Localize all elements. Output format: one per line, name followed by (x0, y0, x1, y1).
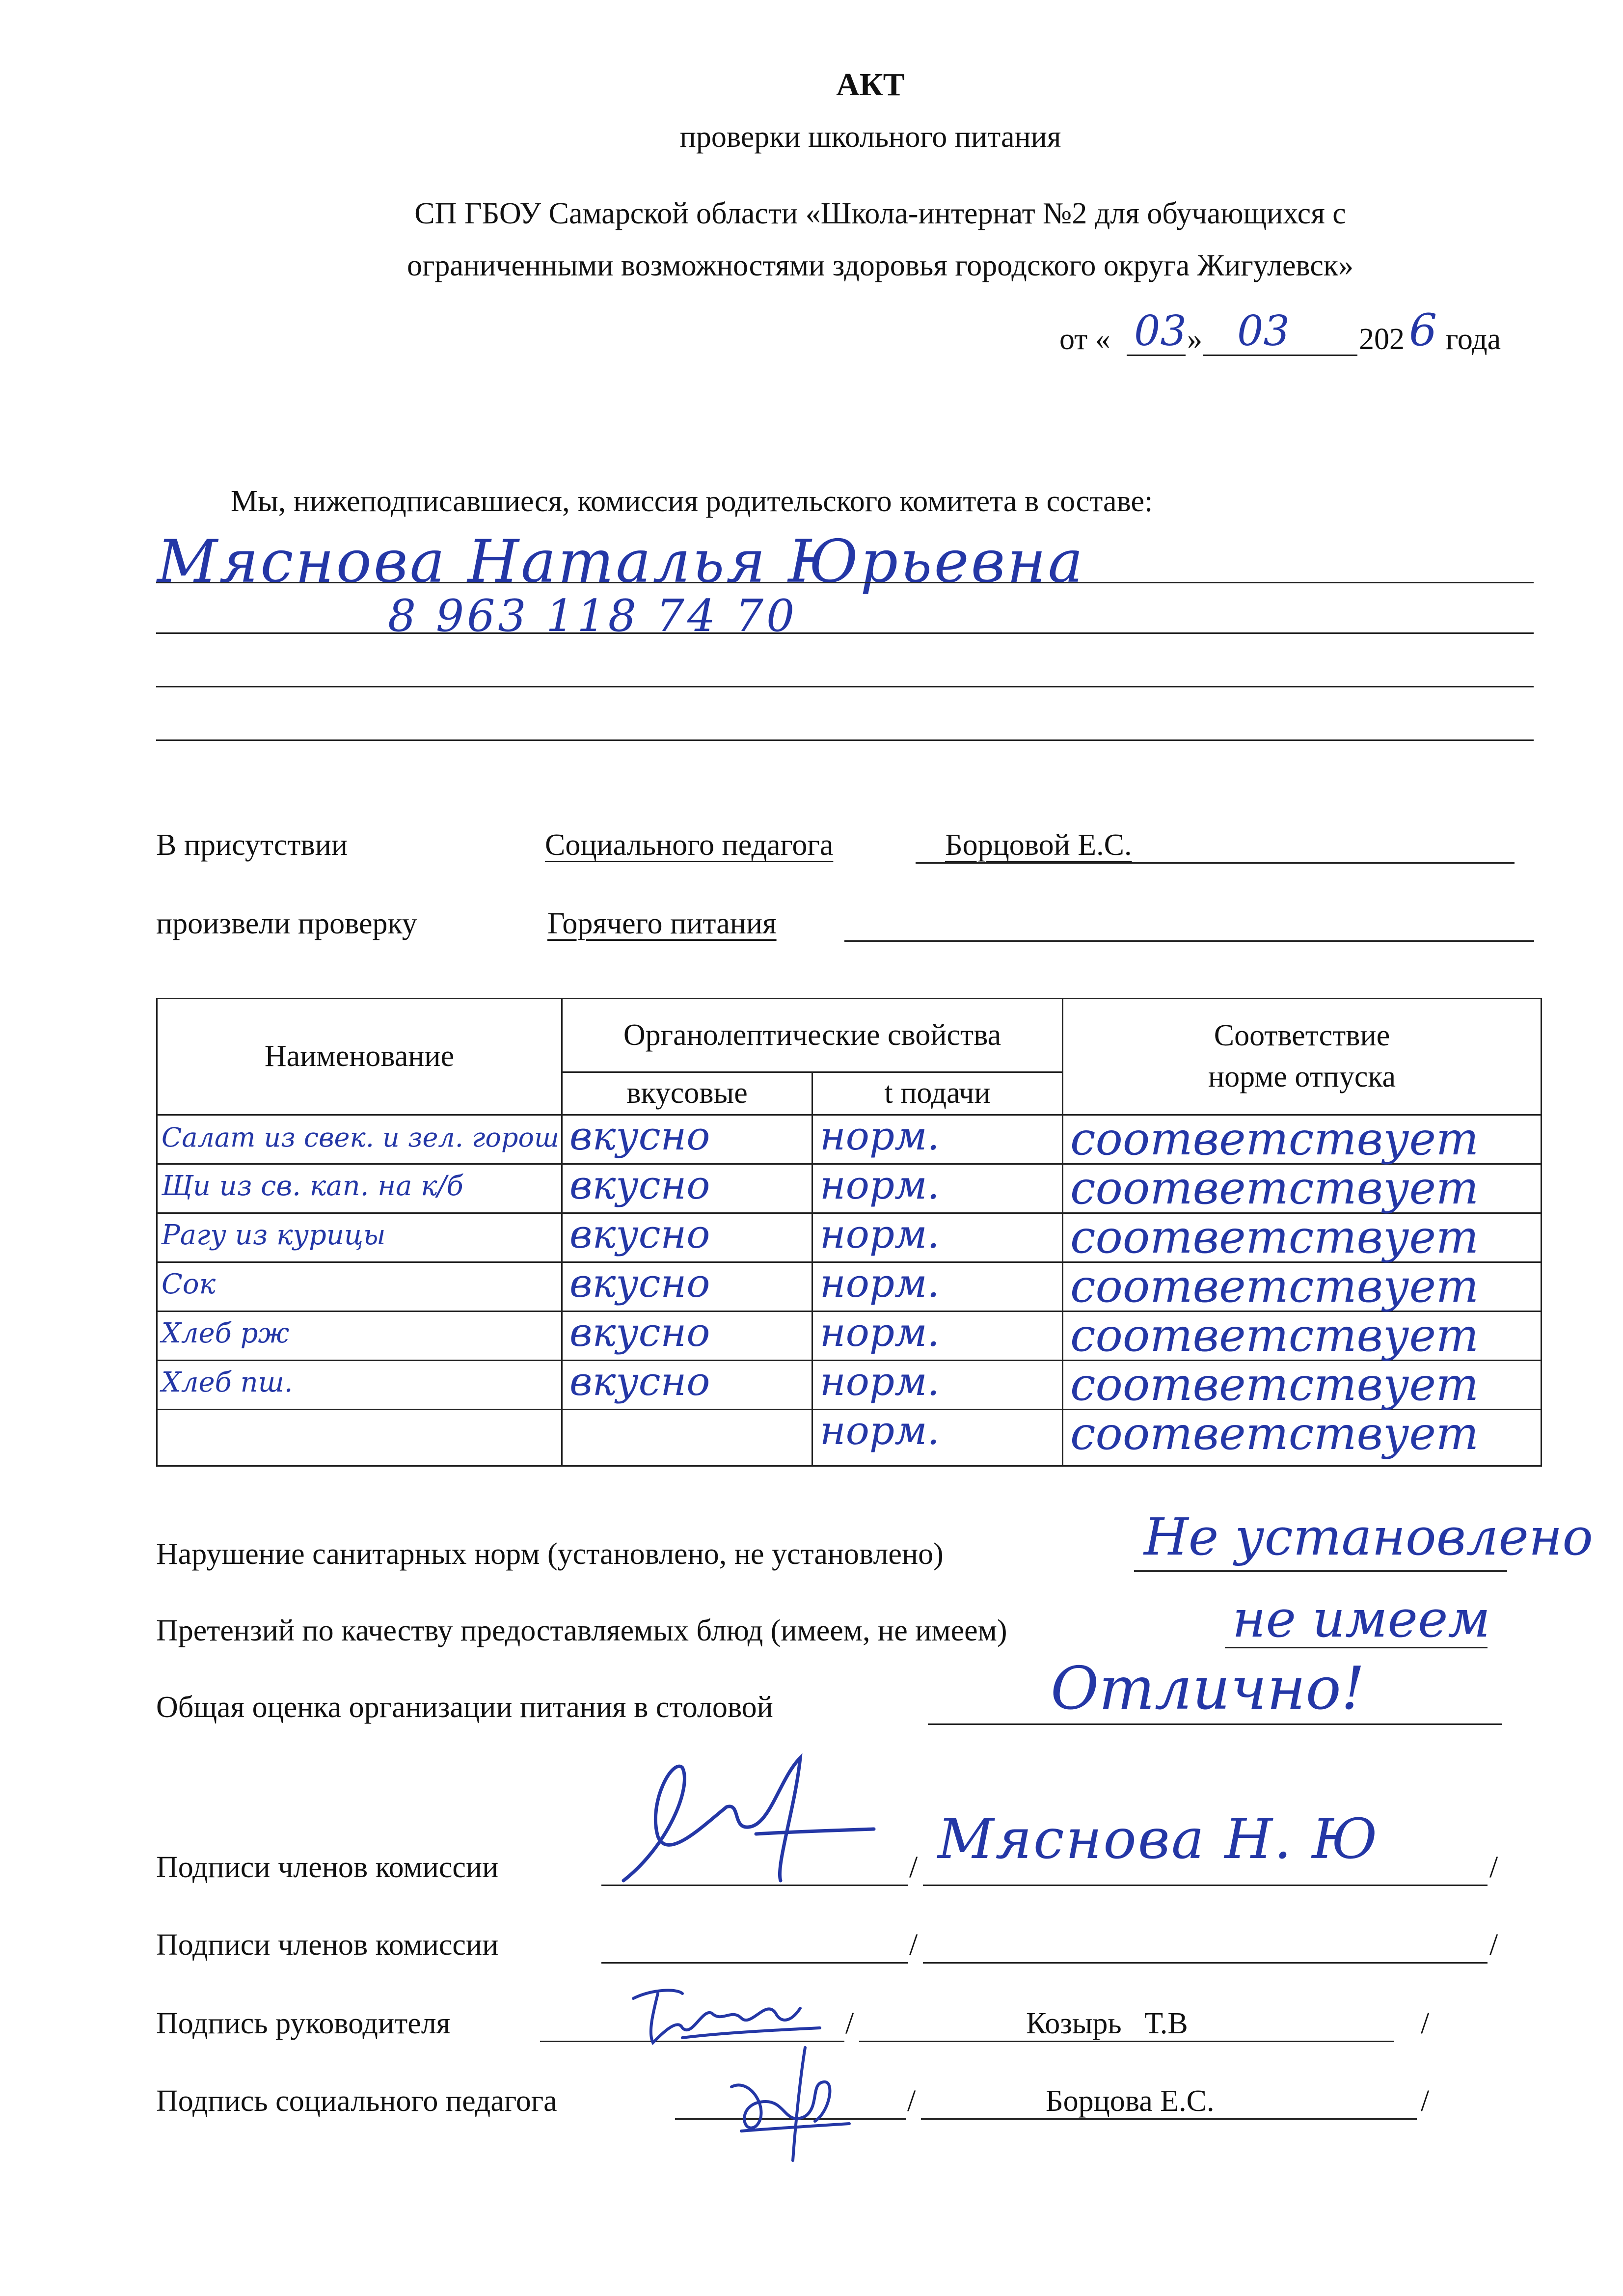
row-taste: вкусно (569, 1309, 710, 1355)
row-compliance: соответствует (1070, 1259, 1479, 1312)
row-taste-cell (562, 1360, 812, 1409)
date-year-prefix: 202 (1359, 323, 1405, 356)
rating-label: Общая оценка организации питания в столовой (156, 1691, 773, 1724)
row-compliance: соответствует (1070, 1210, 1479, 1263)
members-sign-line-1b (923, 1885, 1488, 1886)
header-name: Наименование (157, 999, 562, 1115)
members-slash-2b: / (1489, 1928, 1498, 1962)
row-name-cell (157, 1360, 562, 1409)
violation-label: Нарушение санитарных норм (установлено, не установлено) (156, 1537, 944, 1571)
header-taste: вкусовые (562, 1072, 812, 1115)
members-sign-label-2: Подписи членов комиссии (156, 1928, 499, 1962)
row-temp-cell (812, 1213, 1063, 1262)
date-year-digit: 6 (1409, 304, 1437, 356)
date-middle: » (1187, 323, 1202, 356)
director-slash-a: / (845, 2007, 854, 2040)
table-row (157, 1164, 1542, 1213)
org-line-1: СП ГБОУ Самарской области «Школа-интернат №2 для обучающихся с (414, 197, 1346, 230)
row-taste-cell (562, 1164, 812, 1213)
members-signature-1 (609, 1748, 884, 1895)
row-temp-cell (812, 1360, 1063, 1409)
rating-line (928, 1723, 1502, 1725)
presence-name: Борцовой Е.С. (945, 828, 1132, 862)
row-compliance-cell (1063, 1360, 1542, 1409)
row-taste: вкусно (569, 1211, 710, 1257)
row-compliance-cell (1063, 1409, 1542, 1466)
row-name: Хлеб пш. (162, 1366, 293, 1398)
row-temp-cell (812, 1409, 1063, 1466)
table-row (157, 1262, 1542, 1311)
commission-line-3 (156, 686, 1534, 687)
row-taste-cell (562, 1115, 812, 1164)
row-compliance-cell (1063, 1210, 1542, 1263)
commission-line-2 (156, 632, 1534, 634)
members-sign-label-1: Подписи членов комиссии (156, 1851, 499, 1884)
row-temp: норм. (820, 1260, 940, 1306)
row-compliance: соответствует (1070, 1309, 1479, 1362)
table-row (157, 1311, 1542, 1360)
row-temp: норм. (820, 1211, 940, 1257)
table-row (157, 1409, 1542, 1466)
date-month: 03 (1237, 307, 1290, 355)
commission-intro: Мы, нижеподписавшиеся, комиссия родительского комитета в составе: (231, 485, 1153, 518)
social-name-line (921, 2118, 1417, 2120)
header-compliance (1063, 999, 1542, 1115)
row-compliance: соответствует (1070, 1358, 1479, 1411)
header-temp: t подачи (812, 1072, 1063, 1115)
presence-role: Социального педагога (545, 828, 834, 862)
claims-label: Претензий по качеству предоставляемых блюд (имеем, не имеем) (156, 1614, 1007, 1647)
row-name: Хлеб рж (162, 1317, 290, 1349)
act-title: АКТ (836, 67, 905, 103)
commission-line-4 (156, 739, 1534, 741)
row-taste-cell (562, 1262, 812, 1311)
date-day: 03 (1134, 307, 1187, 355)
row-taste: вкусно (569, 1260, 710, 1306)
act-subtitle: проверки школьного питания (679, 120, 1061, 154)
check-label: произвели проверку (156, 907, 417, 940)
members-slash-1b: / (1489, 1851, 1498, 1884)
social-slash-a: / (907, 2084, 916, 2118)
members-sign-line-2a (601, 1962, 908, 1964)
row-compliance-cell (1063, 1311, 1542, 1360)
rating-value: Отлично! (1051, 1655, 1365, 1723)
claims-value: не имеем (1232, 1589, 1490, 1649)
members-sign-name-1: Мяснова Н. Ю (938, 1807, 1379, 1871)
social-name: Борцова Е.С. (1046, 2084, 1215, 2118)
row-taste: вкусно (569, 1113, 710, 1159)
row-name-cell (157, 1409, 562, 1466)
row-compliance: соответствует (1070, 1407, 1479, 1460)
row-temp: норм. (820, 1407, 940, 1453)
row-name: Салат из свек. и зел. горош (162, 1121, 560, 1153)
food-check-table (156, 998, 1542, 1467)
social-sign-label: Подпись социального педагога (156, 2084, 557, 2118)
row-taste: вкусно (569, 1358, 710, 1404)
row-temp: норм. (820, 1113, 940, 1159)
members-sign-line-2b (923, 1962, 1488, 1964)
header-compliance-line-1: Соответствие (1214, 1019, 1390, 1053)
row-taste-cell (562, 1311, 812, 1360)
row-compliance-cell (1063, 1161, 1542, 1214)
table-row (157, 1360, 1542, 1409)
row-taste-cell (562, 1409, 812, 1466)
row-compliance-cell (1063, 1112, 1542, 1165)
header-compliance-line-2: норме отпуска (1208, 1060, 1396, 1093)
row-temp: норм. (820, 1358, 940, 1404)
row-temp: норм. (820, 1162, 940, 1208)
date-suffix: года (1446, 323, 1501, 356)
row-name-cell (157, 1164, 562, 1213)
director-sign-label: Подпись руководителя (156, 2007, 451, 2040)
presence-label: В присутствии (156, 828, 348, 862)
members-slash-2a: / (909, 1928, 918, 1962)
social-slash-b: / (1421, 2084, 1430, 2118)
row-compliance: соответствует (1070, 1161, 1479, 1214)
members-slash-1a: / (909, 1851, 918, 1884)
row-temp-cell (812, 1311, 1063, 1360)
table-header-row-1 (157, 999, 1542, 1072)
header-organoleptic: Органолептические свойства (562, 999, 1063, 1072)
table-row (157, 1115, 1542, 1164)
director-name: Козырь Т.В (1026, 2007, 1188, 2040)
commission-member-name: Мяснова Наталья Юрьевна (157, 528, 1085, 596)
row-name: Сок (162, 1268, 216, 1300)
commission-member-phone: 8 963 118 74 70 (388, 590, 798, 642)
row-name: Рагу из курицы (162, 1219, 386, 1251)
row-temp-cell (812, 1115, 1063, 1164)
violation-value: Не установлено (1144, 1507, 1594, 1567)
director-slash-b: / (1421, 2007, 1430, 2040)
row-name-cell (157, 1115, 562, 1164)
check-value: Горячего питания (547, 907, 777, 940)
violation-line (1134, 1570, 1507, 1572)
row-name-cell (157, 1311, 562, 1360)
row-taste: вкусно (569, 1162, 710, 1208)
commission-line-1 (156, 582, 1534, 583)
row-name-cell (157, 1213, 562, 1262)
check-line (844, 940, 1534, 942)
row-name-cell (157, 1262, 562, 1311)
table-row (157, 1213, 1542, 1262)
row-temp-cell (812, 1262, 1063, 1311)
org-line-2: ограниченными возможностями здоровья городского округа Жигулевск» (406, 249, 1354, 282)
row-name: Щи из св. кап. на к/б (162, 1170, 463, 1202)
row-compliance-cell (1063, 1259, 1542, 1312)
row-compliance: соответствует (1070, 1112, 1479, 1165)
row-temp-cell (812, 1164, 1063, 1213)
director-name-line (859, 2041, 1394, 2042)
presence-line (916, 862, 1515, 864)
row-temp: норм. (820, 1309, 940, 1355)
date-prefix: от « (1059, 323, 1110, 356)
row-taste-cell (562, 1213, 812, 1262)
social-signature (712, 2028, 859, 2165)
